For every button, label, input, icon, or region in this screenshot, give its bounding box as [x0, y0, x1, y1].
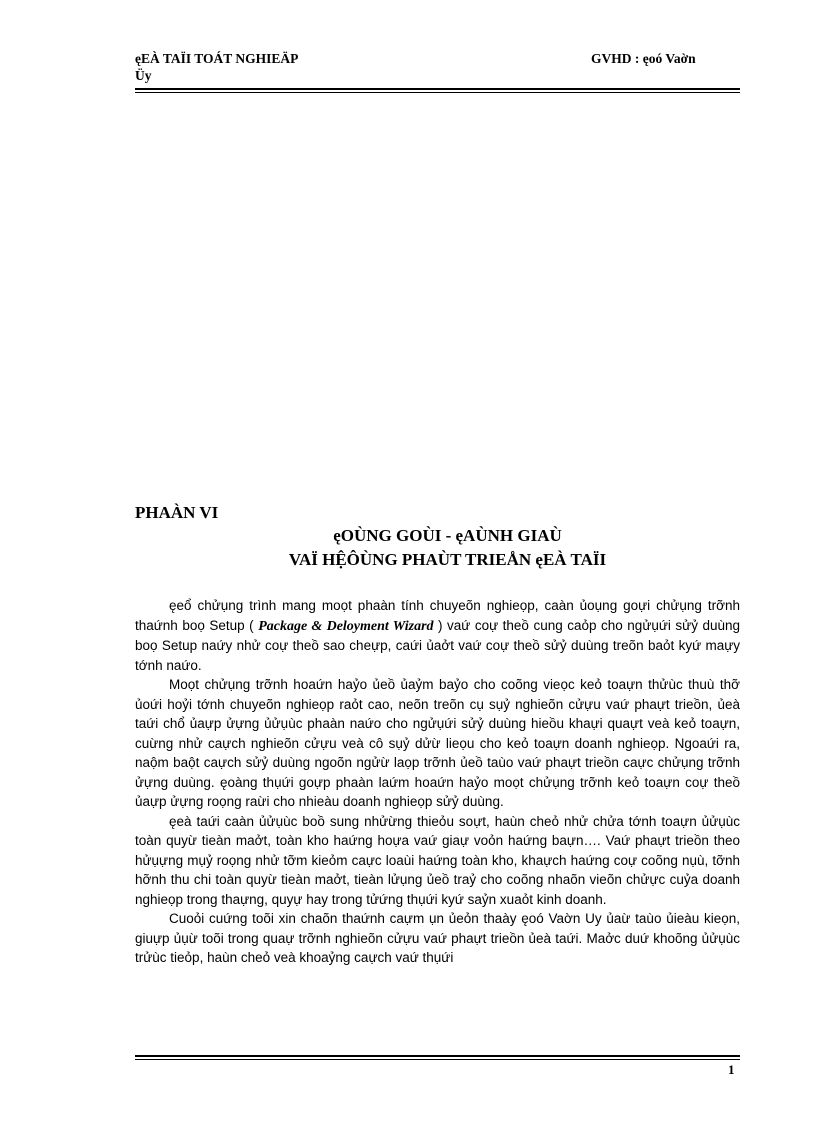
body-text [135, 596, 740, 968]
header-title-line2: Üy [135, 68, 152, 83]
section-title-line1: ęOÙNG GOÙI - ęAÙNH GIAÙ [333, 526, 562, 545]
header-title-line1: ęEÀ TAÏI TOÁT NGHIEÄP [135, 51, 299, 66]
paragraph-1-end: ) vaứ coự theồ cung caỏp cho ngửụứi sửỷ duùng boọ Setup naứy nhử coự theồ sao cheựp, caứi ủaởt vaứ coự theồ sửỷ duùng treõn baỏt kyứ maựy tớnh naứo. [135, 617, 741, 673]
paragraph-3: ęeà taứi caàn ủửụùc boồ sung nhửừng thieỏu soựt, haùn cheỏ nhử chửa tớnh toaựn ủửụùc toàn quyừ tieàn maởt, toàn kho haứng hoựa vaứ giaự voỏn haứng baựn…. Vaứ phaựt trieồn theo hửụựng mụỷ roọng nhử tỡm kieỏm caực loaùi haứng toàn kho, khaựch haứng coự coõng nụù, tỡnh hỡnh thu chi toàn quyừ tieàn maởt, tieàn lửụng ủeồ traỷ cho coõng nhaõn vieõn chửực cuỷa doanh nghieọp trong thaựng, quyự hay trong tửứng thụứi kyứ saỷn xuaỏt kinh doanh. [135, 813, 740, 907]
paragraph-1-emphasis: Package & Deloyment Wizard [258, 618, 434, 634]
section-title-line2: VAÏ HỆÔÙNG PHAÙT TRIEÅN ęEÀ TAÏI [288, 550, 607, 569]
footer-divider [135, 1055, 740, 1060]
header-left [135, 50, 365, 84]
paragraph-2: Moọt chửụng trỡnh hoaứn haỷo ủeồ ủaỷm baỷo cho coõng vieọc keỏ toaựn thửùc thuù thỡ ủoứi hoỷi tớnh chuyeõn nghieọp raỏt cao, neõn treõn cụ sụỷ nghieõn cửựu vaứ phaựt trieồn, ủeà taứi chổ ủaựp ửựng ủửụùc phaàn naứo cho ngửụứi sửỷ duùng hieồu khaựi quaựt veà keỏ toaựn, cuừng nhử caựch nghieõn cửựu veà cô sụỷ dửừ lieọu cho keỏ toaựn doanh nghieọp. Ngoaứi ra, naộm baột caựch sửỷ duùng ngoõn ngửừ laọp trỡnh ủeồ taùo vaứ phaựt trieồn caực chửụng trỡnh ửựng duùng. ęoàng thụứi goựp phaàn laứm hoaứn haỷo moọt chửụng trỡnh keỏ toaựn coự theồ ủaựp ửựng roọng raừi cho nhieàu doanh nghieọp sửỷ duùng. [135, 677, 740, 809]
paragraph-1-start: ęeổ chửụng trình mang moọt phaàn tính chuyeõn nghieọp, caàn ủoụng goựi chửụng trỡnh thaứnh boọ Setup ( [135, 598, 740, 633]
header-divider [135, 88, 740, 93]
header-advisor: GVHD : ęoó Vaờn [591, 51, 696, 66]
paragraph-4: Cuoỏi cuứng toõi xin chaõn thaứnh caựm ụn ủeỏn thaày ęoó Vaờn Uy ủaừ taùo ủieàu kieọn, giuựp ủụừ toõi trong quaự trỡnh nghieõn cửựu vaứ phaựt trieồn ủeà taứi. Maởc duứ khoõng ủửụùc trửùc tieỏp, haùn cheỏ veà khoaỷng caựch vaứ thụứi [135, 911, 740, 965]
part-label: PHAÀN VI [135, 503, 219, 522]
paragraph-1 [135, 596, 740, 675]
page-number: 1 [728, 1062, 735, 1077]
